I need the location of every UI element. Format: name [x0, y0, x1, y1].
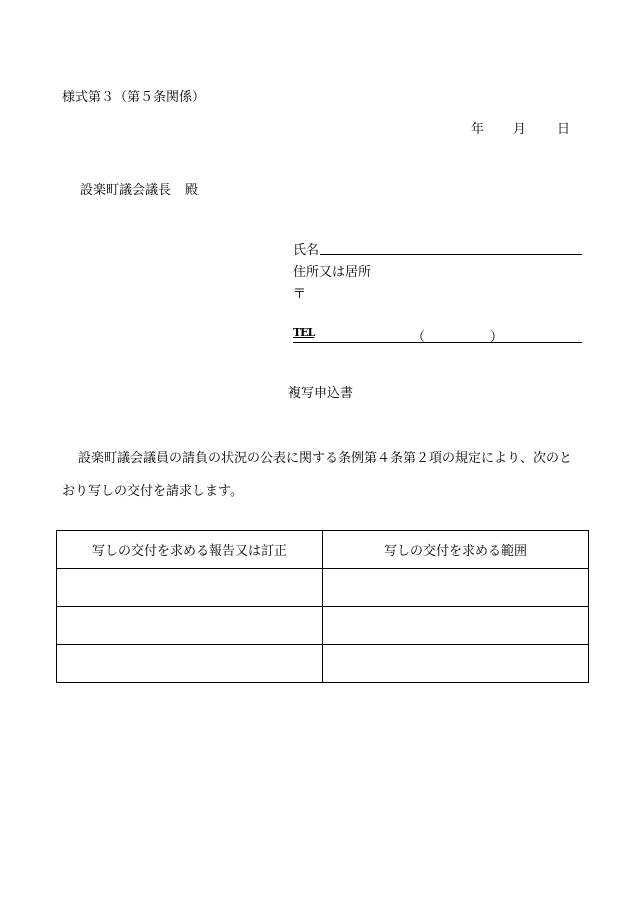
table-header-row [57, 531, 589, 569]
address-label: 住所又は居所 [293, 265, 372, 280]
tel-field[interactable] [293, 326, 582, 343]
table-cell-report[interactable] [57, 569, 323, 607]
body-text: 設楽町議会議員の請負の状況の公表に関する条例第４条第２項の規定により、次のとおり写しの交付を請求します。 [62, 451, 573, 499]
table-cell-scope[interactable] [323, 607, 589, 645]
table-row [57, 607, 589, 645]
addressee-title: 設楽町議会議長 [80, 183, 172, 198]
date-month-label: 月 [513, 122, 527, 137]
request-table [56, 530, 589, 683]
date-year-label: 年 [471, 122, 485, 137]
table-cell-report[interactable] [57, 645, 323, 683]
date-day-label: 日 [557, 122, 571, 137]
table-row [57, 569, 589, 607]
table-row [57, 645, 589, 683]
table-cell-scope[interactable] [323, 645, 589, 683]
form-number: 様式第３（第５条関係） [62, 90, 206, 105]
table-cell-scope[interactable] [323, 569, 589, 607]
addressee [80, 179, 198, 198]
document-title: 複写申込書 [288, 386, 354, 401]
postal-mark: 〒 [293, 287, 307, 302]
name-label: 氏名 [293, 243, 320, 258]
addressee-honorific: 殿 [185, 183, 199, 198]
name-field-line[interactable] [320, 254, 582, 255]
tel-label: TEL [293, 326, 315, 339]
header-report-or-correction: 写しの交付を求める報告又は訂正 [57, 531, 323, 569]
tel-area-close-paren: ） [490, 330, 504, 345]
table-cell-report[interactable] [57, 607, 323, 645]
header-copy-scope: 写しの交付を求める範囲 [323, 531, 589, 569]
tel-area-open-paren: （ [412, 330, 426, 345]
